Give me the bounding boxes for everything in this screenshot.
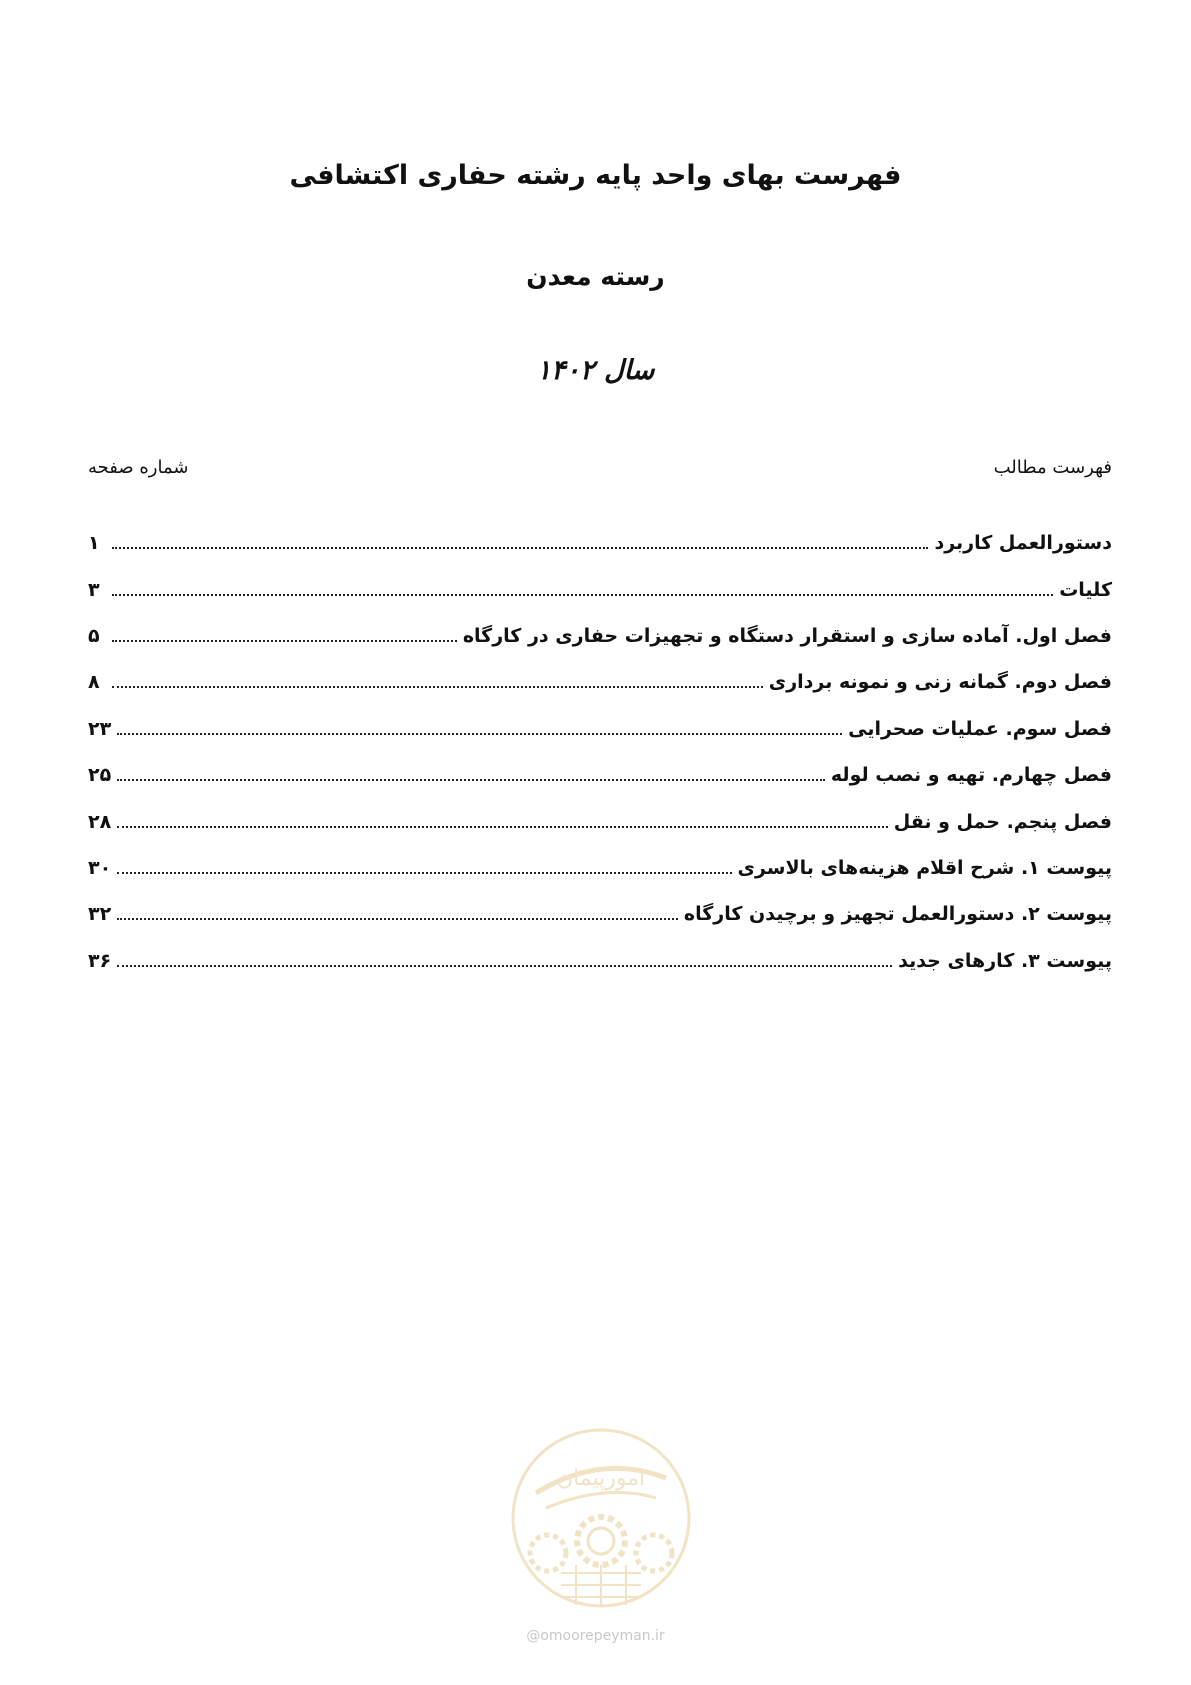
dot-leader — [117, 826, 888, 828]
toc-item[interactable] — [88, 752, 1112, 798]
table-of-contents — [88, 520, 1112, 984]
toc-item-text: فصل دوم. گمانه زنی و نمونه برداری — [768, 671, 1112, 694]
toc-item-page: ۲۵ — [88, 764, 112, 787]
toc-item-page: ۲۳ — [88, 717, 112, 740]
toc-item-page: ۲۸ — [88, 810, 112, 833]
document-subtitle: رسته معدن — [526, 262, 665, 291]
dot-leader — [112, 594, 1053, 596]
toc-item-text: دستورالعمل کاربرد — [934, 532, 1112, 555]
page-number-heading: شماره صفحه — [88, 457, 189, 478]
toc-item-page: ۳۶ — [88, 949, 112, 972]
toc-item-page: ۱ — [88, 532, 100, 555]
document-title: فهرست بهای واحد پایه رشته حفاری اکتشافی — [289, 160, 902, 191]
dot-leader — [112, 547, 928, 549]
toc-item[interactable] — [88, 706, 1112, 752]
toc-item-text: پیوست ۲. دستورالعمل تجهیز و برچیدن کارگاه — [683, 903, 1112, 926]
dot-leader — [117, 872, 731, 874]
toc-item-text: فصل اول. آماده سازی و استقرار دستگاه و تجهیزات حفاری در کارگاه — [462, 624, 1112, 647]
toc-item-text: فصل سوم. عملیات صحرایی — [848, 717, 1112, 740]
toc-item-page: ۵ — [88, 624, 100, 647]
toc-item-page: ۸ — [88, 671, 100, 694]
dot-leader — [112, 640, 457, 642]
toc-item[interactable] — [88, 938, 1112, 984]
toc-item[interactable] — [88, 845, 1112, 891]
document-year: سال ۱۴۰۲ — [536, 355, 655, 386]
watermark-url: @omoorepeyman.ir — [526, 1628, 665, 1644]
toc-header — [88, 457, 1112, 489]
dot-leader — [117, 779, 825, 781]
toc-item[interactable] — [88, 520, 1112, 566]
toc-item[interactable] — [88, 566, 1112, 612]
toc-heading: فهرست مطالب — [993, 457, 1112, 478]
dot-leader — [117, 918, 678, 920]
toc-item-text: فصل پنجم. حمل و نقل — [893, 810, 1112, 833]
watermark-logo-text: امورپیمان — [556, 1466, 646, 1491]
toc-item-text: فصل چهارم. تهیه و نصب لوله — [830, 764, 1112, 787]
toc-item-page: ۳۰ — [88, 856, 112, 879]
toc-item[interactable] — [88, 659, 1112, 705]
dot-leader — [117, 965, 892, 967]
dot-leader — [112, 686, 763, 688]
toc-item-text: کلیات — [1059, 578, 1112, 601]
toc-item-text: پیوست ۱. شرح اقلام هزینه‌های بالاسری — [737, 856, 1112, 879]
watermark-logo-icon — [506, 1423, 696, 1613]
toc-item-page: ۳۲ — [88, 903, 112, 926]
toc-item-text: پیوست ۳. کارهای جدید — [898, 949, 1112, 972]
toc-item-page: ۳ — [88, 578, 100, 601]
dot-leader — [117, 733, 842, 735]
toc-item[interactable] — [88, 891, 1112, 937]
toc-item[interactable] — [88, 613, 1112, 659]
toc-item[interactable] — [88, 798, 1112, 844]
